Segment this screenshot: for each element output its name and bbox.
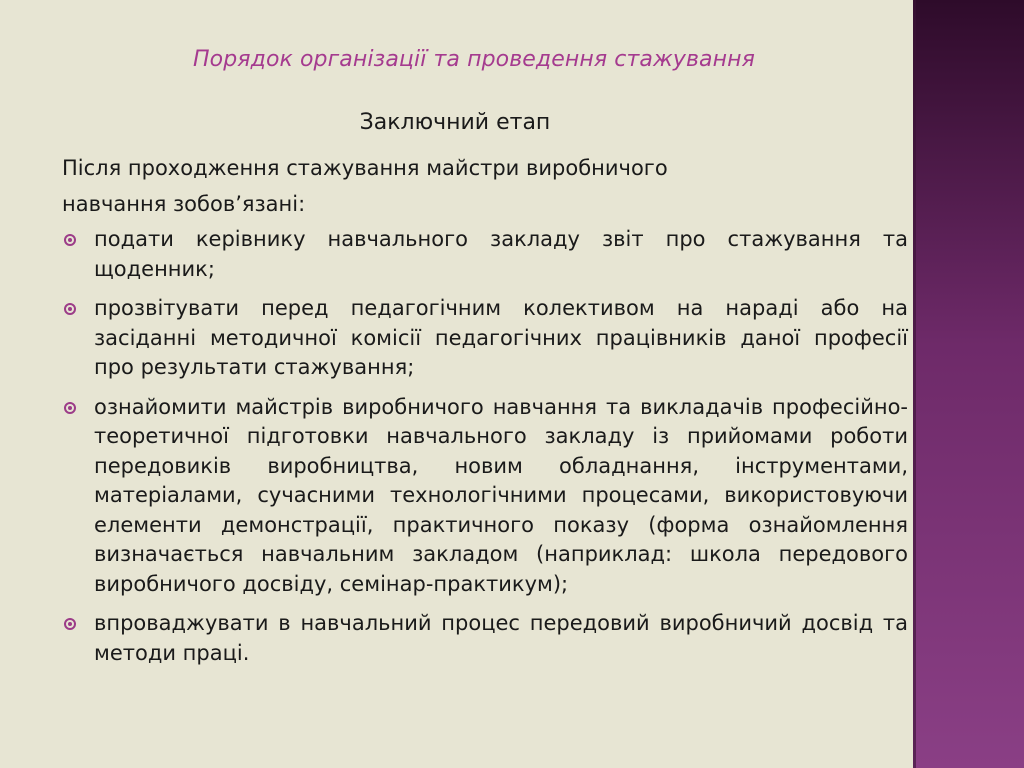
- slide-title: Порядок організації та проведення стажування: [193, 47, 755, 72]
- bullet-text: ознайомити майстрів виробничого навчання та викладачів професійно-теоретичної підготовки навчального закладу із прийомами роботи передовиків виробництва, новим обладнання, інструментами, матеріалами, сучасними технологічними процесами, використовуючи елементи демонстрації, практичного показу (форма ознайомлення визначається навчальним закладом (наприклад: школа передового виробничого досвіду, семінар-практикум);: [94, 394, 908, 596]
- bullet-icon: [64, 402, 76, 414]
- list-item: [62, 294, 908, 383]
- bullet-list: [62, 225, 908, 678]
- bullet-text: прозвітувати перед педагогічним колективом на нараді або на засіданні методичної комісії педагогічних працівників даної професії про результати стажування;: [94, 296, 908, 379]
- bullet-icon: [64, 618, 76, 630]
- list-item: [62, 393, 908, 600]
- bullet-text: подати керівнику навчального закладу звіт про стажування та щоденник;: [94, 227, 908, 281]
- slide-subtitle: Заключний етап: [359, 110, 551, 135]
- list-item: [62, 225, 908, 284]
- intro-line-2: навчання зобов’язані:: [62, 192, 306, 216]
- list-item: [62, 609, 908, 668]
- decorative-side-bar: [913, 0, 1024, 768]
- bullet-icon: [64, 234, 76, 246]
- intro-paragraph: [62, 150, 902, 222]
- intro-line-1: Після проходження стажування майстри виробничого: [62, 156, 668, 180]
- bullet-text: впроваджувати в навчальний процес передовий виробничий досвід та методи праці.: [94, 611, 908, 665]
- bullet-icon: [64, 303, 76, 315]
